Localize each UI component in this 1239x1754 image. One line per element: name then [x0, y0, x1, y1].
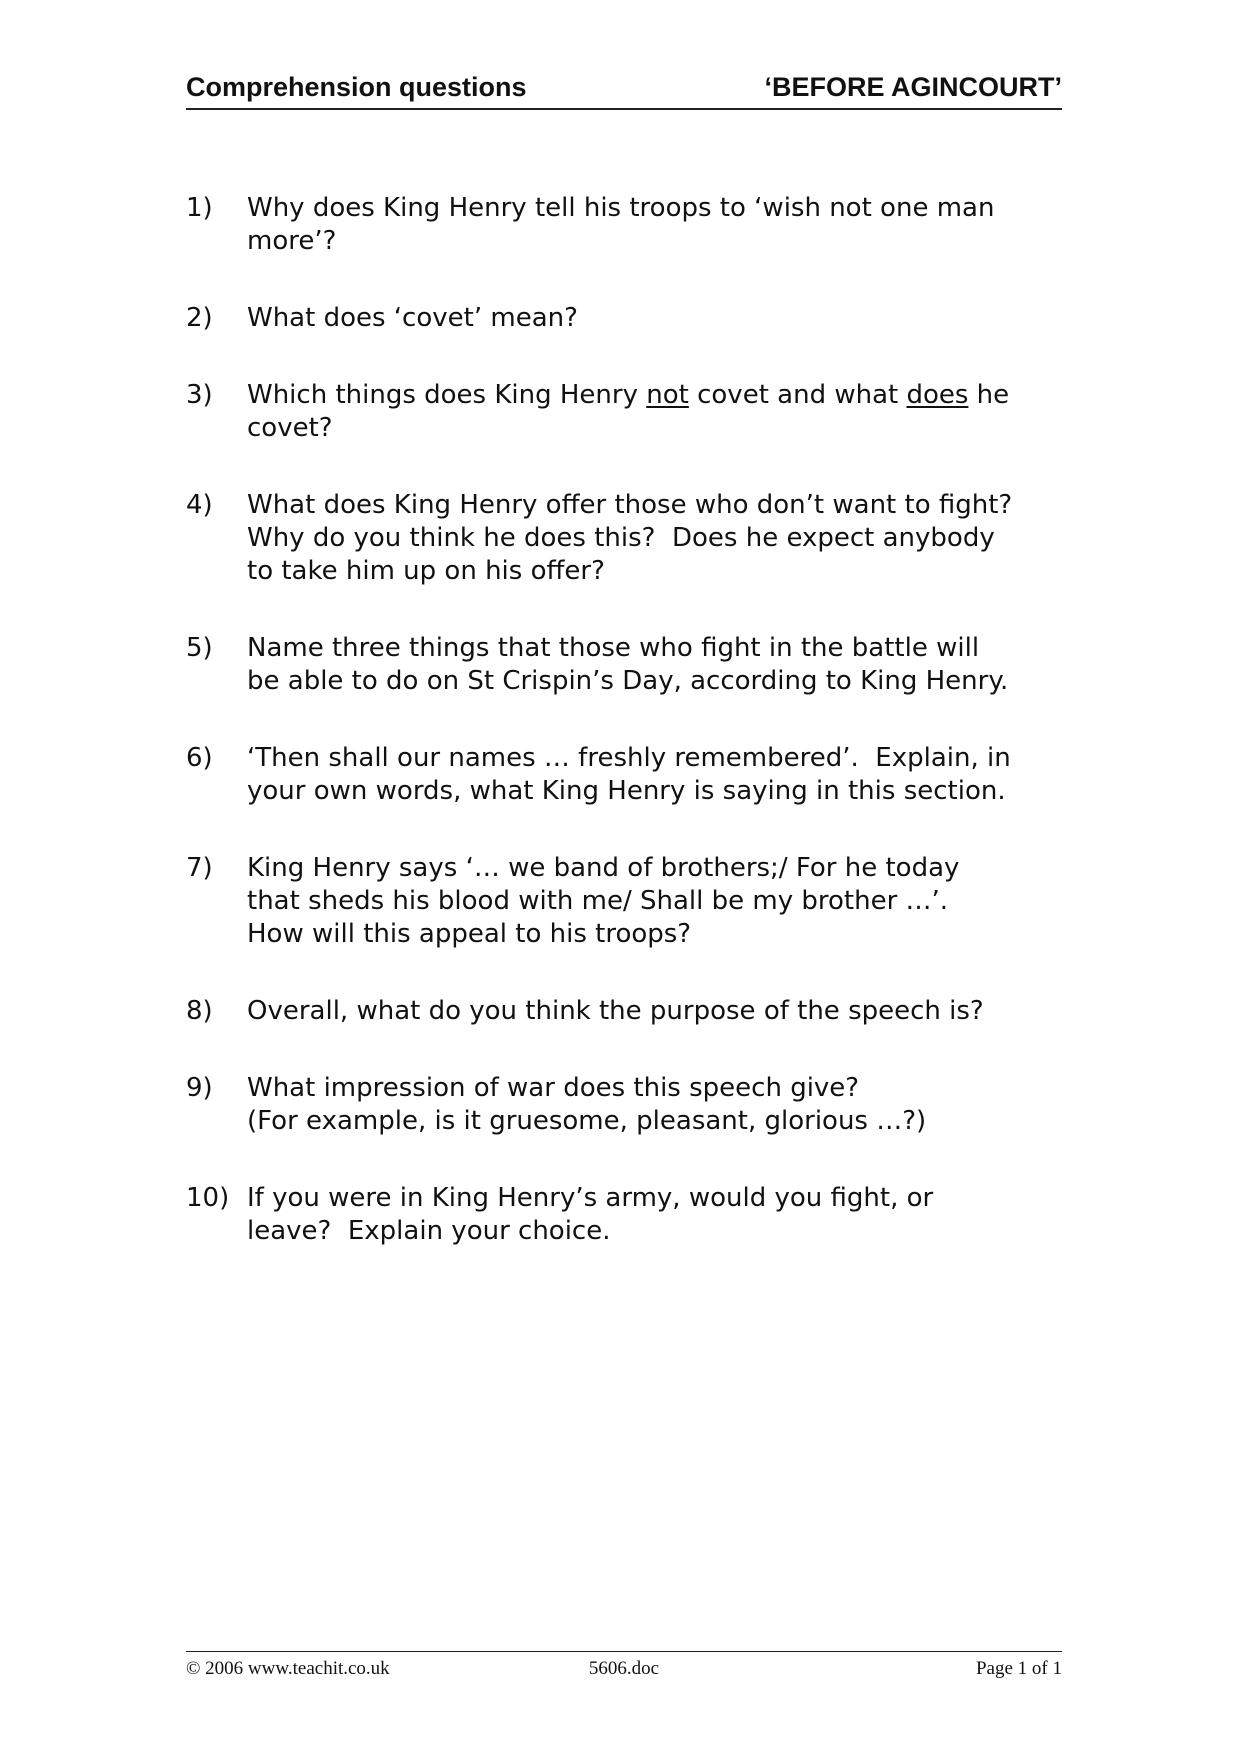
question-item: [186, 742, 1076, 808]
question-number: 8): [186, 996, 213, 1026]
question-item: [186, 995, 1076, 1028]
question-text-part: he covet?: [247, 380, 1010, 443]
underlined-word-does: does: [906, 380, 969, 410]
question-text: What does King Henry offer those who don’t want to fight? Why do you think he does this? Does he expect anybody to take him up on his offer?: [247, 490, 1013, 586]
question-number: 4): [186, 490, 213, 520]
question-number: 1): [186, 193, 213, 223]
question-text: ‘Then shall our names … freshly remembered’. Explain, in your own words, what King Henry is saying in this section.: [247, 743, 1011, 806]
page-header: [186, 66, 1062, 110]
question-text: Name three things that those who fight in the battle will be able to do on St Crispin’s Day, according to King Henry.: [247, 633, 1009, 696]
question-number: 7): [186, 853, 213, 883]
question-number: 10): [186, 1183, 230, 1213]
question-number: 2): [186, 303, 213, 333]
worksheet-type-title: Comprehension questions: [186, 72, 527, 102]
question-text-part: covet and what: [688, 380, 907, 410]
question-number: 9): [186, 1073, 213, 1103]
footer-page-number: Page 1 of 1: [975, 1658, 1062, 1679]
question-item: [186, 379, 1076, 445]
page-footer: [186, 1651, 1062, 1682]
footer-copyright: © 2006 www.teachit.co.uk: [186, 1658, 390, 1679]
question-text: Overall, what do you think the purpose of the speech is?: [247, 996, 984, 1026]
question-number: 3): [186, 380, 213, 410]
question-text: King Henry says ‘… we band of brothers;/ For he today that sheds his blood with me/ Shall be my brother …’. How will this appeal to his troops?: [247, 853, 960, 949]
question-item: [186, 489, 1076, 588]
underlined-word-not: not: [646, 380, 689, 410]
question-text: What impression of war does this speech give? (For example, is it gruesome, pleasant, glorious …?): [247, 1073, 927, 1136]
question-item: [186, 852, 1076, 951]
question-number: 5): [186, 633, 213, 663]
question-text: Why does King Henry tell his troops to ‘wish not one man more’?: [247, 193, 995, 256]
question-list: [186, 192, 1076, 1292]
question-text: What does ‘covet’ mean?: [247, 303, 578, 333]
question-text-part: Which things does King Henry: [247, 380, 647, 410]
question-text: If you were in King Henry’s army, would you fight, or leave? Explain your choice.: [247, 1183, 934, 1246]
question-item: [186, 1182, 1076, 1248]
question-item: [186, 302, 1076, 335]
question-text: [247, 380, 1009, 443]
footer-filename: 5606.doc: [588, 1658, 660, 1679]
question-item: [186, 192, 1076, 258]
question-item: [186, 632, 1076, 698]
question-item: [186, 1072, 1076, 1138]
question-number: 6): [186, 743, 213, 773]
poem-title: ‘BEFORE AGINCOURT’: [764, 72, 1062, 102]
